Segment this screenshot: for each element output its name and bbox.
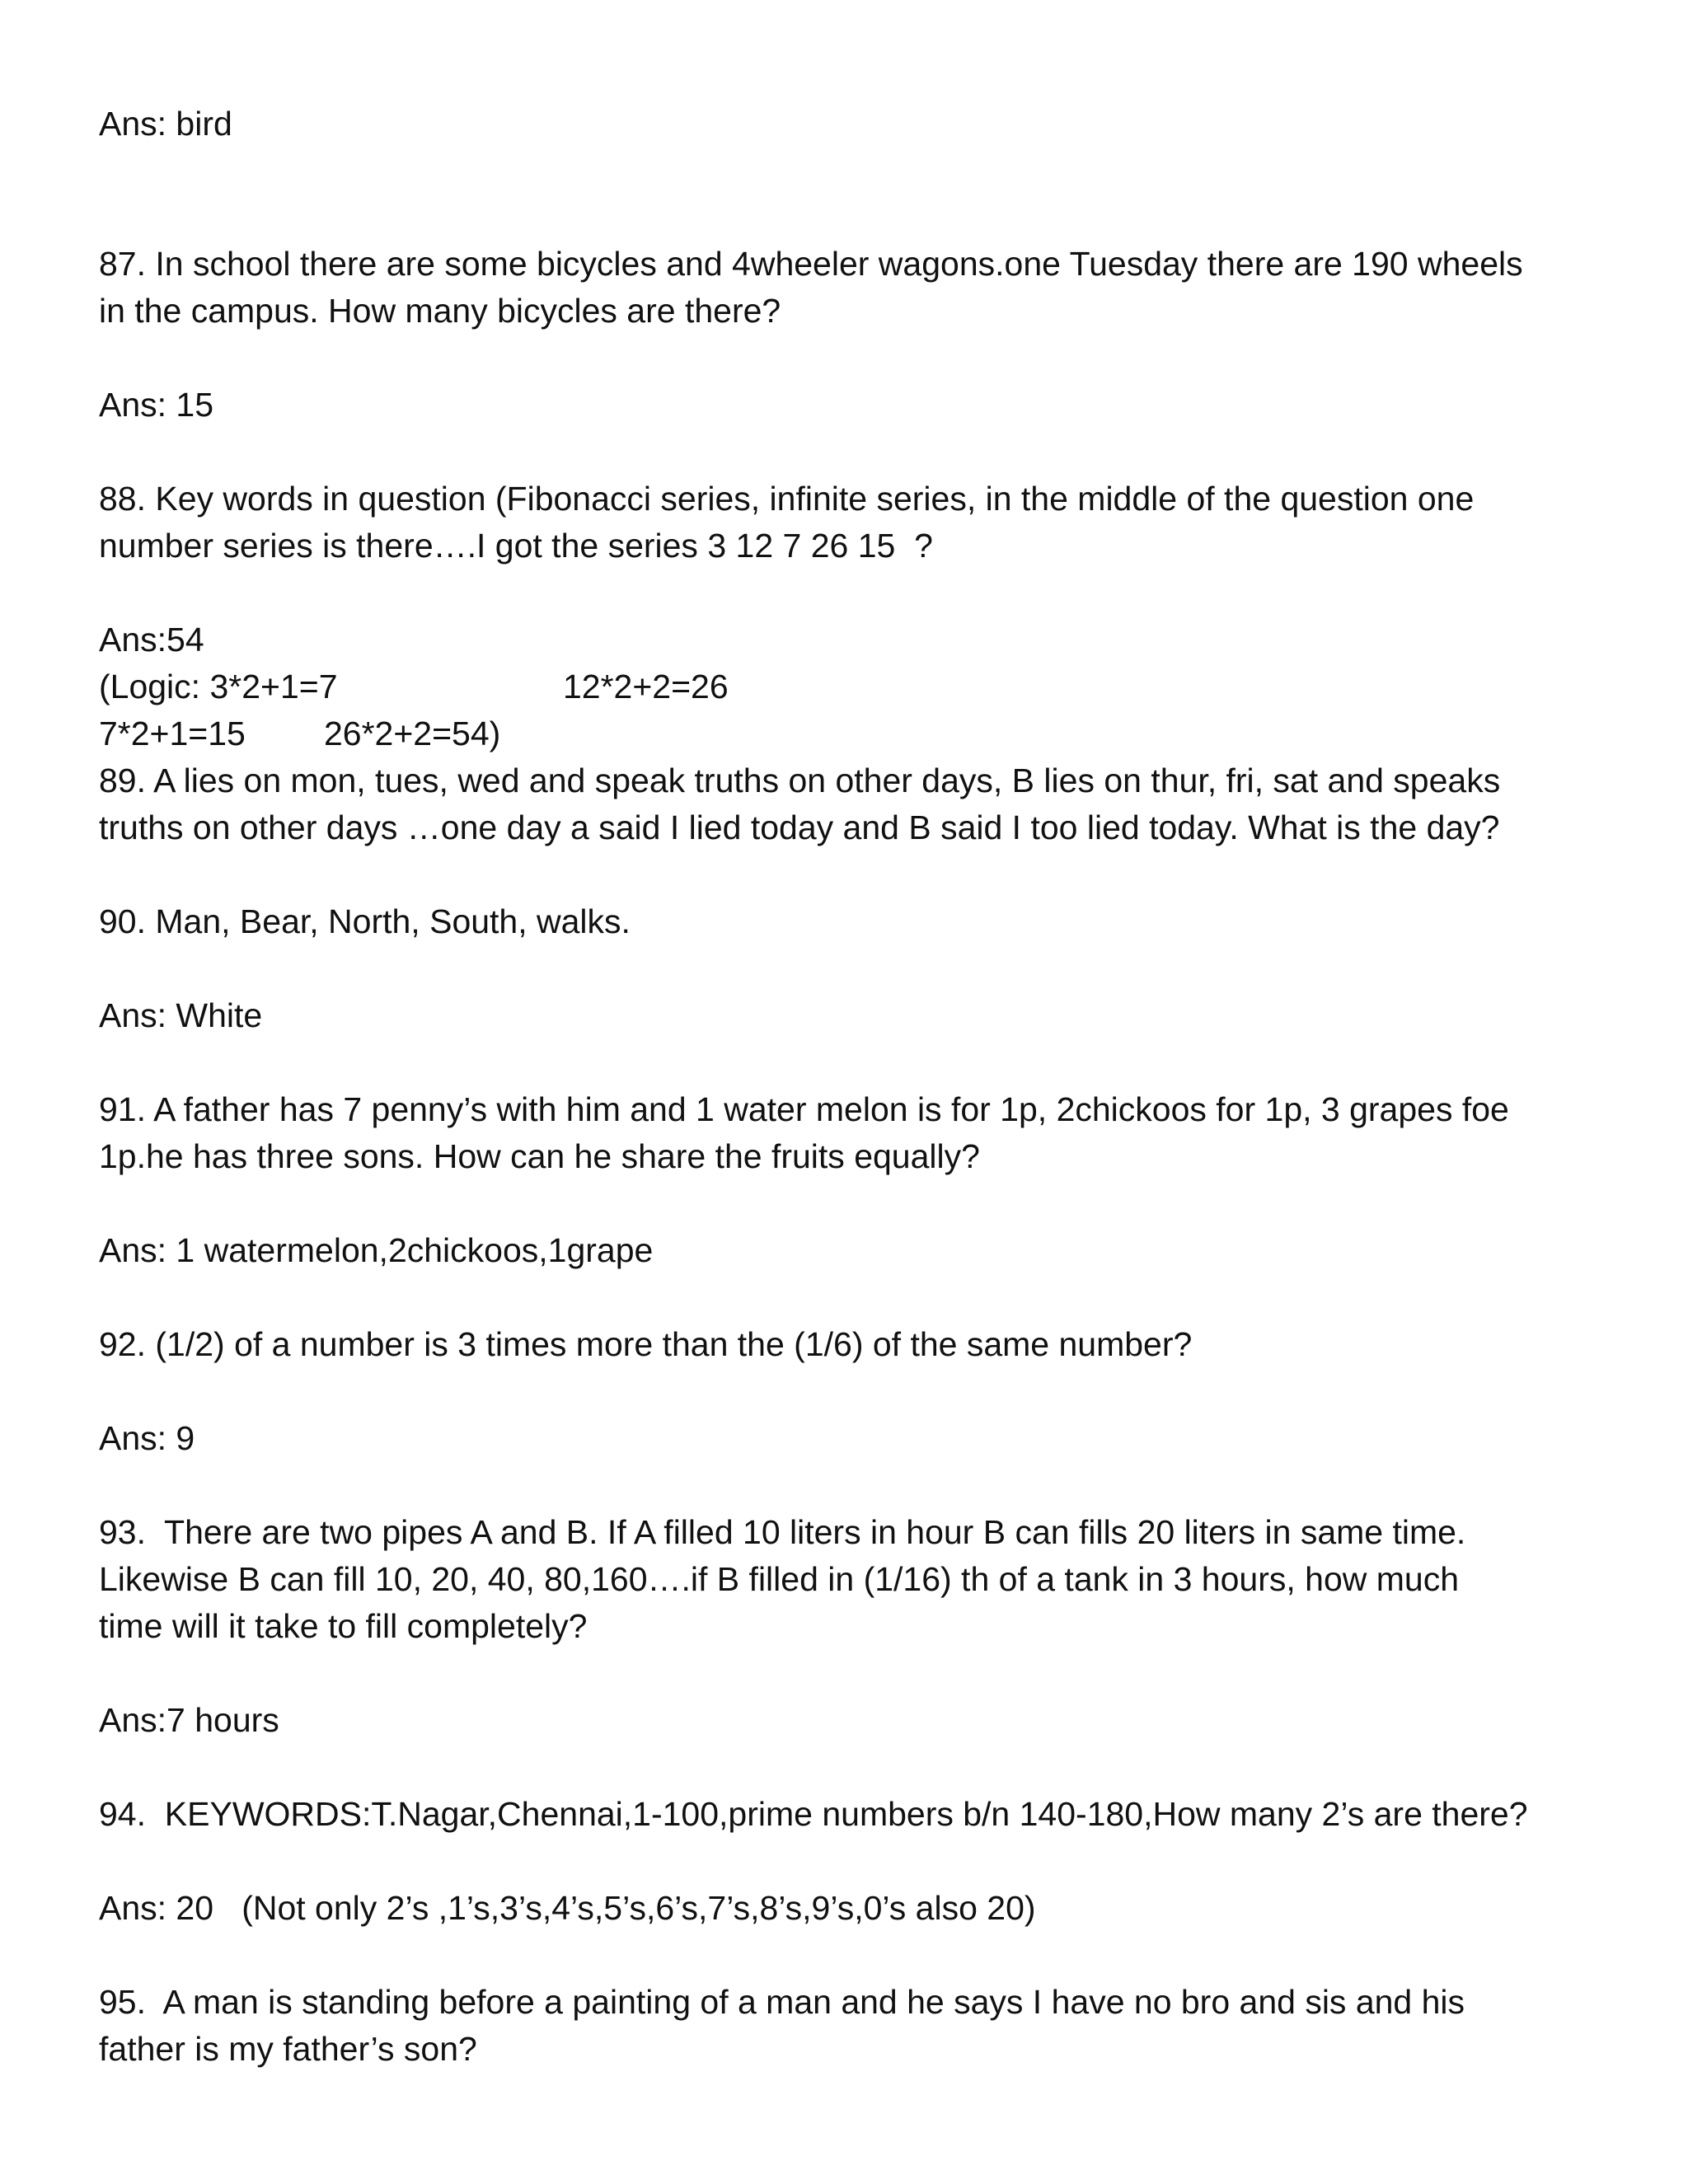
question-93-line-2: Likewise B can fill 10, 20, 40, 80,160….if B filled in (1/16) th of a tank in 3 hours, how much: [99, 1560, 1460, 1598]
question-95-line-2: father is my father’s son?: [99, 2030, 477, 2068]
answer-86: Ans: bird: [99, 105, 232, 143]
answer-88: Ans:54: [99, 621, 204, 658]
question-94: 94. KEYWORDS:T.Nagar,Chennai,1-100,prime numbers b/n 140-180,How many 2’s are there?: [99, 1795, 1528, 1833]
answer-92: Ans: 9: [99, 1419, 195, 1457]
logic-88-d: 26*2+2=54): [324, 715, 501, 752]
answer-94: Ans: 20 (Not only 2’s ,1’s,3’s,4’s,5’s,6’s,7’s,8’s,9’s,0’s also 20): [99, 1889, 1036, 1927]
answer-93: Ans:7 hours: [99, 1701, 279, 1739]
question-93-line-1: 93. There are two pipes A and B. If A filled 10 liters in hour B can fills 20 liters in same time.: [99, 1513, 1466, 1551]
question-87-line-1: 87. In school there are some bicycles and 4wheeler wagons.one Tuesday there are 190 wheels: [99, 245, 1523, 283]
logic-88-a: (Logic: 3*2+1=7: [99, 668, 338, 705]
question-95-line-1: 95. A man is standing before a painting of a man and he says I have no bro and sis and his: [99, 1983, 1465, 2021]
question-88-line-2: number series is there….I got the series 3 12 7 26 15 ?: [99, 527, 933, 565]
logic-88-c: 7*2+1=15: [99, 715, 246, 752]
question-91-line-2: 1p.he has three sons. How can he share the fruits equally?: [99, 1137, 980, 1175]
question-93-line-3: time will it take to fill completely?: [99, 1607, 588, 1645]
question-92: 92. (1/2) of a number is 3 times more than the (1/6) of the same number?: [99, 1325, 1193, 1363]
question-89-line-1: 89. A lies on mon, tues, wed and speak truths on other days, B lies on thur, fri, sat and speaks: [99, 762, 1501, 799]
question-89-line-2: truths on other days …one day a said I lied today and B said I too lied today. What is the day?: [99, 808, 1500, 846]
question-91-line-1: 91. A father has 7 penny’s with him and 1 water melon is for 1p, 2chickoos for 1p, 3 grapes foe: [99, 1090, 1509, 1128]
question-88-line-1: 88. Key words in question (Fibonacci series, infinite series, in the middle of the question one: [99, 480, 1475, 518]
answer-87: Ans: 15: [99, 386, 214, 424]
answer-91: Ans: 1 watermelon,2chickoos,1grape: [99, 1231, 654, 1269]
question-90: 90. Man, Bear, North, South, walks.: [99, 902, 631, 940]
question-87-line-2: in the campus. How many bicycles are there?: [99, 292, 781, 330]
answer-90: Ans: White: [99, 996, 263, 1034]
logic-88-b: 12*2+2=26: [563, 668, 729, 705]
